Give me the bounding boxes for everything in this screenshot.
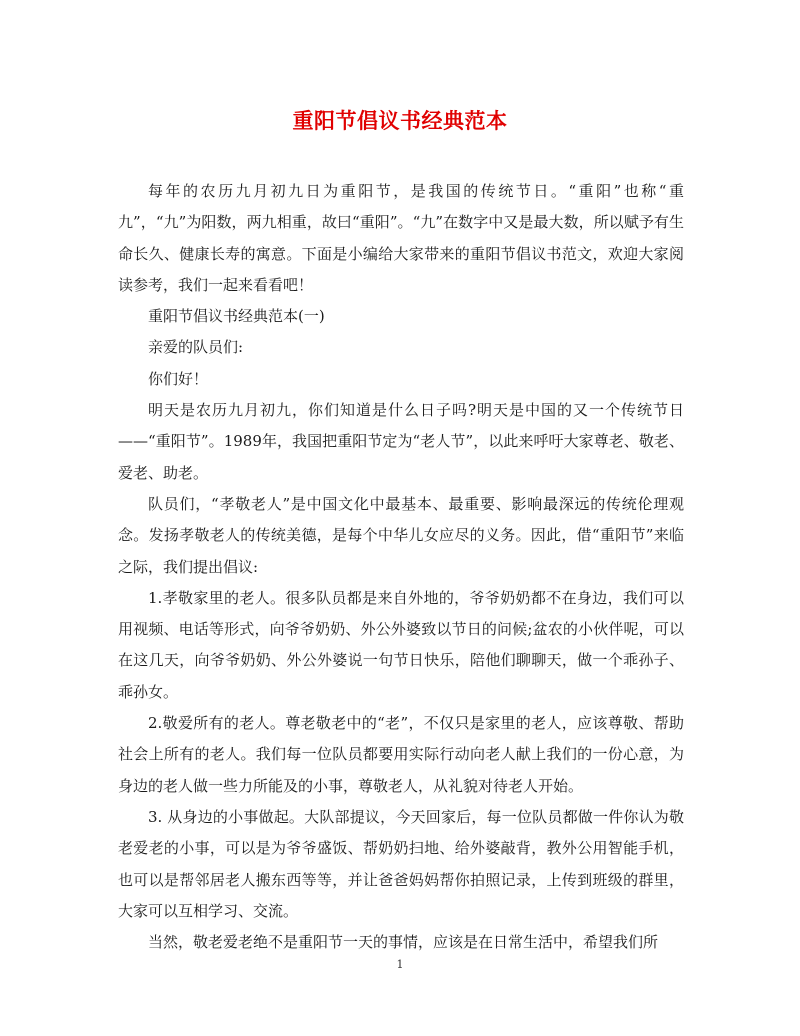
proposal-item-2: 2.敬爱所有的老人。尊老敬老中的“老”，不仅只是家里的老人，应该尊敬、帮助社会上所有的老人。我们每一位队员都要用实际行动向老人献上我们的一份心意，为身边的老人做一些力所能及的小事，尊敬老人，从礼貌对待老人开始。 [118, 714, 684, 795]
section-heading: 重阳节倡议书经典范本(一) [148, 307, 325, 326]
proposal-item-3: 3. 从身边的小事做起。大队部提议，今天回家后，每一位队员都做一件你认为敬老爱老的小事，可以是为爷爷盛饭、帮奶奶扫地、给外婆敲背，教外公用智能手机，也可以是帮邻居老人搬东西等等，并让爸爸妈妈帮你拍照记录，上传到班级的群里，大家可以互相学习、交流。 [118, 807, 684, 920]
body-paragraph: 明天是农历九月初九，你们知道是什么日子吗?明天是中国的又一个传统节日——“重阳节”。1989年，我国把重阳节定为“老人节”，以此来呼吁大家尊老、敬老、爱老、助老。 [118, 401, 684, 482]
page-number: 1 [396, 958, 404, 971]
greeting: 你们好！ [148, 369, 209, 388]
intro-paragraph: 每年的农历九月初九日为重阳节，是我国的传统节日。“重阳”也称“重九”，“九”为阳数，两九相重，故曰“重阳”。“九”在数字中又是最大数，所以赋予有生命长久、健康长寿的寓意。下面是小编给大家带来的重阳节倡议书范文，欢迎大家阅读参考，我们一起来看看吧！ [118, 182, 684, 294]
document-title: 重阳节倡议书经典范本 [292, 108, 508, 133]
salutation: 亲爱的队员们: [148, 338, 244, 357]
body-paragraph: 队员们，“孝敬老人”是中国文化中最基本、最重要、影响最深远的传统伦理观念。发扬孝敬老人的传统美德，是每个中华儿女应尽的义务。因此，借“重阳节”来临之际，我们提出倡议: [118, 494, 684, 576]
document-body [118, 176, 684, 958]
closing-paragraph: 当然，敬老爱老绝不是重阳节一天的事情，应该是在日常生活中，希望我们所 [148, 933, 659, 952]
proposal-item-1: 1.孝敬家里的老人。很多队员都是来自外地的，爷爷奶奶都不在身边，我们可以用视频、电话等形式，向爷爷奶奶、外公外婆致以节日的问候;盆农的小伙伴呢，可以在这几天，向爷爷奶奶、外公外婆说一句节日快乐，陪他们聊聊天，做一个乖孙子、乖孙女。 [118, 588, 684, 701]
